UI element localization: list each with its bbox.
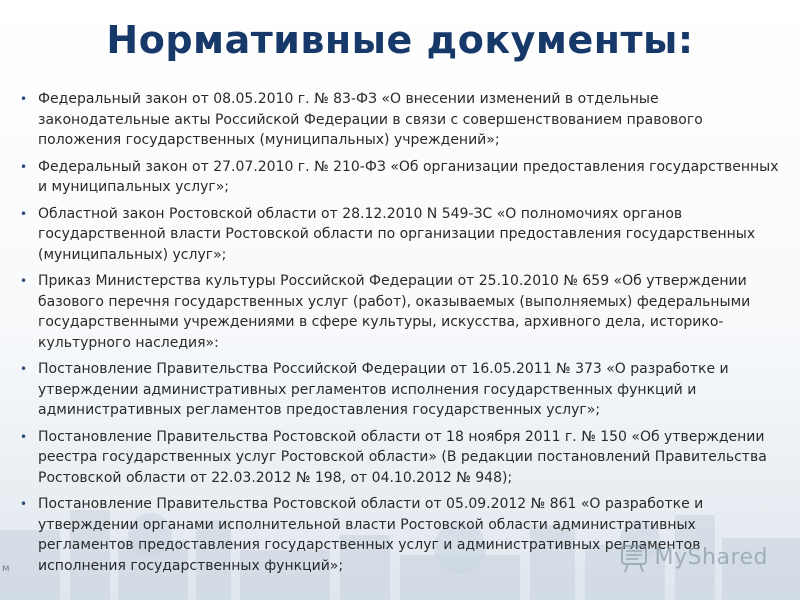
bullet-icon: • [20,362,28,376]
list-item [20,89,780,151]
bullet-icon: • [20,92,28,106]
list-item-text: Федеральный закон от 27.07.2010 г. № 210-ФЗ «Об организации предоставления государственных и муниципальных услуг»; [38,158,779,195]
bullet-icon: • [20,159,28,174]
bullet-icon: • [20,274,28,288]
list-item-text: Постановление Правительства Ростовской области от 18 ноября 2011 г. № 150 «Об утверждении реестра государственных услуг Ростовской области» (В редакции постановлений Правительства Ростовской области от 22.03.2012 № 198, от 04.10.2012 № 948); [38,428,767,486]
watermark [619,540,768,574]
watermark-text: MyShared [654,544,768,570]
list-item-text: Постановление Правительства Российской Федерации от 16.05.2011 № 373 «О разработке и утверждении административных регламентов исполнения государственных функций и административных регламентов предоставления государственных услуг»; [38,361,729,418]
bullet-icon: • [20,429,28,444]
watermark-logo-icon [619,540,649,574]
list-item [20,359,780,421]
corner-mark: м [2,563,10,574]
list-item-text: Областной закон Ростовской области от 28.12.2010 N 549-ЗС «О полномочиях органов государственной власти Ростовской области по организации предоставления государственных (муниципальных) услуг»; [38,205,756,263]
bullet-icon: • [20,497,28,511]
bullet-icon: • [20,206,28,221]
list-item-text: Федеральный закон от 08.05.2010 г. № 83-ФЗ «О внесении изменений в отдельные законодательные акты Российской Федерации в связи с совершенствованием правового положения государственных (муниципальных) учреждений»; [38,91,703,148]
list-item [20,157,780,198]
list-item-text: Приказ Министерства культуры Российской Федерации от 25.10.2010 № 659 «Об утверждении базового перечня государственных услуг (работ), оказываемых (выполняемых) федеральными государственными учреждениями в сфере культуры, искусства, архивного дела, историко-культурного наследия»: [38,273,751,351]
list-item [20,271,780,353]
slide-title: Нормативные документы: [106,18,694,62]
list-item [20,204,780,266]
list-item-text: Постановление Правительства Ростовской области от 05.09.2012 № 861 «О разработке и утверждении органами исполнительной власти Ростовской области административных регламентов предоставления государственных услуг и административных регламентов исполнения государственных функций»; [38,496,704,574]
list-item [20,427,780,489]
documents-list [20,89,780,582]
